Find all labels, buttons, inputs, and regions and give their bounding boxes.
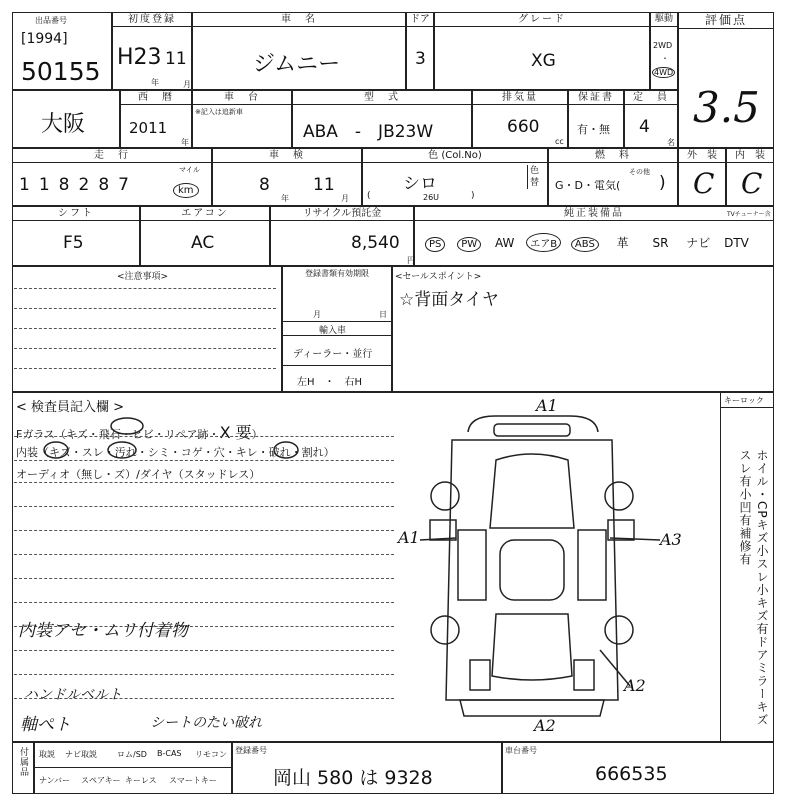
mileage-label: 走 行 bbox=[13, 149, 211, 163]
drive-label: 駆動 bbox=[651, 13, 677, 27]
mileage-digit: 7 bbox=[118, 175, 138, 195]
handwritten-note-3: 軸ぺト bbox=[20, 715, 71, 735]
plate-number: 岡山 580 は 9328 bbox=[273, 767, 433, 789]
first-reg-month: 11 bbox=[165, 49, 187, 69]
rear-left-wheel bbox=[431, 616, 459, 644]
mark-a2-rear: A2 bbox=[534, 716, 556, 735]
circle-mark bbox=[44, 442, 68, 458]
color-code: 26U bbox=[423, 193, 440, 202]
interior-score: C bbox=[741, 167, 763, 200]
roof-outline bbox=[500, 540, 564, 600]
model-year: 2011 bbox=[129, 119, 168, 137]
shift: F5 bbox=[63, 233, 84, 253]
acc-rom: ロム/SD bbox=[117, 750, 147, 759]
dealer-label: ディーラー・並行 bbox=[293, 349, 373, 360]
equip-dtv: DTV bbox=[724, 236, 749, 250]
year-label: 西 暦 bbox=[121, 91, 191, 105]
acc-keyless: キーレス bbox=[125, 776, 157, 785]
accessories-label-cell bbox=[12, 742, 34, 794]
acc-plate: ナンバー bbox=[39, 776, 71, 785]
color-label: 色 (Col.No) bbox=[363, 149, 547, 163]
equip-pw: PW bbox=[457, 237, 481, 252]
model-code: ABA - JB23W bbox=[303, 122, 434, 142]
rear-right-lamp bbox=[574, 660, 594, 690]
equipment-label: 純正装備品 bbox=[415, 207, 773, 221]
mileage-digit: 2 bbox=[78, 175, 99, 195]
interior-label: 内 装 bbox=[727, 149, 773, 163]
model-year-unit: 年 bbox=[181, 138, 189, 147]
drive-2wd: 2WD bbox=[653, 41, 673, 50]
equip-leather: 革 bbox=[616, 236, 629, 250]
keylock-label: キーロック bbox=[724, 396, 764, 405]
steering: 左H ・ 右H bbox=[297, 377, 363, 388]
sales-label: <セールスポイント> bbox=[395, 272, 482, 282]
chassis-type-label: 車 台 bbox=[193, 91, 291, 105]
handwritten-note-2: ハンドルベルト bbox=[24, 687, 122, 703]
equip-airbag: エアB bbox=[526, 233, 561, 252]
shift-label: シフト bbox=[13, 207, 139, 221]
inspection-year: 8 bbox=[259, 175, 270, 195]
door-label: ドア bbox=[407, 13, 433, 27]
cc-unit: cc bbox=[555, 137, 564, 146]
car-name-label: 車 名 bbox=[193, 13, 405, 27]
inspection-month-unit: 月 bbox=[341, 194, 349, 203]
drive-dot: ・ bbox=[661, 54, 669, 63]
recycle-fee: 8,540 bbox=[351, 233, 400, 253]
drive-4wd: 4WD bbox=[654, 68, 674, 77]
warranty-label: 保証書 bbox=[569, 91, 623, 105]
fglass-mark: X 要 bbox=[219, 423, 252, 442]
year-unit: 年 bbox=[151, 78, 159, 87]
warranty: 有・無 bbox=[577, 123, 610, 136]
listing-label: 出品番号 bbox=[35, 16, 67, 25]
handwritten-note-4: シートのたい破れ bbox=[150, 715, 262, 731]
handwritten-note-1: 内装アセ・ムリ付着物 bbox=[18, 621, 188, 641]
front-grille bbox=[494, 424, 570, 436]
equip-ps: PS bbox=[425, 237, 445, 252]
inspector-line3: オーディオ（無し・ズ）/ダイヤ（スタッドレス） bbox=[16, 468, 261, 481]
acc-remote: リモコン bbox=[195, 750, 227, 759]
acc-spare-key: スペアキー bbox=[81, 776, 121, 785]
capacity-label: 定 員 bbox=[625, 91, 677, 105]
plate-cell bbox=[232, 742, 502, 794]
caution-label: <注意事項> bbox=[117, 272, 169, 282]
circle-mark bbox=[274, 442, 298, 458]
fuel-other: その他 bbox=[629, 168, 650, 176]
mileage-digit: 8 bbox=[58, 175, 79, 195]
acc-manual: 取説 bbox=[39, 750, 55, 759]
tuner-label: TVチューナー含 bbox=[727, 211, 771, 218]
left-mirror bbox=[430, 520, 456, 540]
grade: XG bbox=[531, 51, 556, 71]
ac: AC bbox=[191, 233, 215, 253]
car-name: ジムニー bbox=[253, 52, 341, 77]
lot-number: 50155 bbox=[21, 57, 101, 86]
chassis-cell bbox=[502, 742, 774, 794]
rating-label: 評価点 bbox=[679, 13, 773, 29]
left-door bbox=[458, 530, 486, 600]
acc-bcas: B-CAS bbox=[157, 749, 182, 758]
rear-left-lamp bbox=[470, 660, 490, 690]
accessories-label: 付属品 bbox=[18, 747, 28, 777]
fuel-label: 燃 料 bbox=[549, 149, 677, 163]
mark-a1-front: A1 bbox=[536, 396, 558, 415]
expiry-month: 月 bbox=[313, 310, 321, 319]
front-left-wheel bbox=[431, 482, 459, 510]
inspection-year-unit: 年 bbox=[281, 194, 289, 203]
acc-smart-key: スマートキー bbox=[169, 776, 217, 785]
equip-navi: ナビ bbox=[686, 236, 711, 250]
capacity-unit: 名 bbox=[667, 138, 675, 147]
rear-glass-outline bbox=[492, 614, 572, 680]
side-notes: ホイル・CPキズ小スレ小キズ有ドアミラーキズスレ有小凹有補修有 bbox=[738, 449, 769, 727]
mark-a3-right: A3 bbox=[660, 530, 682, 549]
front-right-wheel bbox=[605, 482, 633, 510]
rating-value: 3.5 bbox=[693, 83, 760, 132]
capacity: 4 bbox=[639, 117, 650, 137]
doors: 3 bbox=[415, 49, 426, 69]
accessories-cell bbox=[34, 742, 232, 794]
inspection-month: 11 bbox=[313, 175, 335, 195]
mile-label: マイル bbox=[179, 166, 200, 174]
mileage-digit: 8 bbox=[98, 175, 119, 195]
recycle-label: リサイクル預託金 bbox=[271, 207, 413, 221]
color-change-label: 色替 bbox=[527, 165, 539, 189]
lot-year: [1994] bbox=[21, 31, 68, 47]
mileage-digit: 1 bbox=[38, 175, 59, 195]
displacement: 660 bbox=[507, 117, 540, 137]
inspector-line2: 内装（キズ・スレ・汚れ・シミ・コゲ・穴・キレ・破れ・割れ） bbox=[16, 446, 335, 459]
km-unit: km bbox=[173, 183, 199, 198]
yen-unit: 円 bbox=[407, 256, 415, 265]
equip-sr: SR bbox=[652, 236, 669, 250]
mark-a2-rear-right: A2 bbox=[624, 676, 646, 695]
circle-mark bbox=[111, 418, 143, 434]
color: シロ bbox=[403, 174, 437, 194]
chassis-number: 666535 bbox=[595, 763, 668, 785]
rear-bumper bbox=[460, 700, 604, 716]
fglass-end: ） bbox=[251, 428, 263, 441]
fuel-close: ) bbox=[659, 173, 666, 193]
color-cell: 色 (Col.No) シロ 26U ( ) 色替 bbox=[362, 148, 548, 206]
inspection-label: 車 検 bbox=[213, 149, 361, 163]
exterior-label: 外 装 bbox=[679, 149, 725, 163]
inspector-title: < 検査員記入欄 > bbox=[16, 400, 125, 415]
fuel: G・D・電気( bbox=[555, 179, 621, 192]
sales-point: ☆背面タイヤ bbox=[399, 290, 499, 310]
expiry-label: 登録書類有効期限 bbox=[305, 269, 369, 278]
model-label: 型 式 bbox=[293, 91, 471, 105]
circle-mark bbox=[108, 442, 136, 458]
hood-outline bbox=[490, 454, 574, 528]
rear-right-wheel bbox=[605, 616, 633, 644]
grade-label: グレード bbox=[435, 13, 649, 27]
exterior-score: C bbox=[693, 167, 715, 200]
origin: 大阪 bbox=[41, 112, 86, 137]
chassis-note: ※記入は追新車 bbox=[195, 108, 243, 116]
mileage-digit: 1 bbox=[19, 175, 39, 195]
mark-a1-left: A1 bbox=[398, 528, 420, 547]
import-label: 輸入車 bbox=[319, 326, 347, 336]
acc-navi-manual: ナビ取説 bbox=[65, 750, 97, 759]
fglass-text: Fガラス（キズ・飛石・ヒビ・リペア跡・ bbox=[16, 428, 220, 441]
month-unit: 月 bbox=[183, 80, 191, 89]
chassis-label: 車台番号 bbox=[505, 746, 537, 755]
body-outline bbox=[446, 440, 618, 700]
first-reg-era: H23 bbox=[117, 45, 162, 70]
right-mirror bbox=[608, 520, 634, 540]
displacement-label: 排気量 bbox=[473, 91, 567, 105]
equip-abs: ABS bbox=[571, 237, 599, 252]
first-reg-label: 初度登録 bbox=[113, 13, 191, 27]
expiry-day: 日 bbox=[379, 310, 387, 319]
ac-label: エアコン bbox=[141, 207, 269, 221]
equip-aw: AW bbox=[494, 236, 515, 250]
plate-label: 登録番号 bbox=[235, 746, 267, 755]
right-door bbox=[578, 530, 606, 600]
